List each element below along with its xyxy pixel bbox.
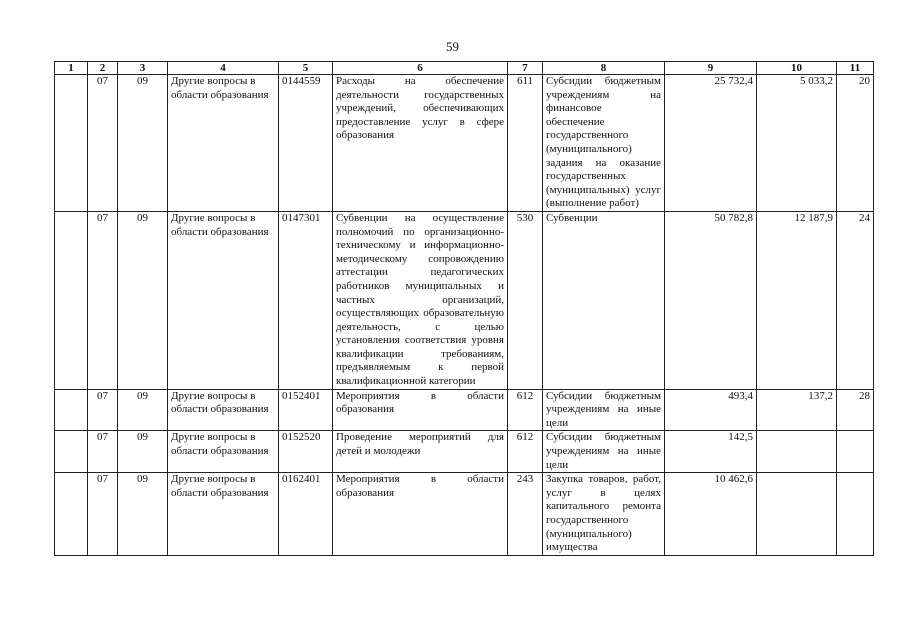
cell-section: 07 — [88, 75, 118, 212]
cell-section: 07 — [88, 431, 118, 473]
cell-empty — [55, 211, 88, 389]
cell-section: 07 — [88, 211, 118, 389]
header-cell: 4 — [168, 62, 279, 75]
header-cell: 3 — [118, 62, 168, 75]
cell-target-code: 0162401 — [279, 473, 333, 556]
cell-amount: 25 732,4 — [665, 75, 757, 212]
cell-expense-name: Субвенции — [543, 211, 665, 389]
cell-amount: 10 462,6 — [665, 473, 757, 556]
cell-section: 07 — [88, 473, 118, 556]
cell-percent — [837, 473, 874, 556]
cell-expense-name: Субсидии бюджетным учреждениям на иные цели — [543, 389, 665, 431]
header-cell: 10 — [757, 62, 837, 75]
header-cell: 1 — [55, 62, 88, 75]
cell-subsection: 09 — [118, 431, 168, 473]
cell-amount-2 — [757, 431, 837, 473]
budget-table — [54, 61, 874, 556]
header-cell: 2 — [88, 62, 118, 75]
cell-empty — [55, 75, 88, 212]
cell-section-name: Другие вопросы в области образования — [168, 473, 279, 556]
cell-section-name: Другие вопросы в области образования — [168, 75, 279, 212]
cell-percent — [837, 431, 874, 473]
cell-section-name: Другие вопросы в области образования — [168, 431, 279, 473]
cell-section-name: Другие вопросы в области образования — [168, 211, 279, 389]
cell-expense-code: 530 — [508, 211, 543, 389]
cell-amount-2 — [757, 473, 837, 556]
cell-subsection: 09 — [118, 473, 168, 556]
cell-section-name: Другие вопросы в области образования — [168, 389, 279, 431]
cell-expense-name: Субсидии бюджетным учреждениям на иные цели — [543, 431, 665, 473]
header-cell: 7 — [508, 62, 543, 75]
header-row — [55, 62, 874, 75]
cell-target-name: Расходы на обеспечение деятельности государственных учреждений, обеспечивающих предоставление услуг в сфере образования — [333, 75, 508, 212]
cell-expense-name: Субсидии бюджетным учреждениям на финансовое обеспечение государственного (муниципального) задания на оказание государственных (муниципальных) услуг (выполнение работ) — [543, 75, 665, 212]
cell-empty — [55, 389, 88, 431]
cell-target-name: Проведение мероприятий для детей и молодежи — [333, 431, 508, 473]
header-cell: 5 — [279, 62, 333, 75]
cell-subsection: 09 — [118, 389, 168, 431]
cell-target-code: 0152520 — [279, 431, 333, 473]
cell-target-name: Мероприятия в области образования — [333, 389, 508, 431]
cell-expense-code: 612 — [508, 431, 543, 473]
cell-target-code: 0144559 — [279, 75, 333, 212]
cell-empty — [55, 431, 88, 473]
table-row — [55, 389, 874, 431]
cell-target-name: Мероприятия в области образования — [333, 473, 508, 556]
cell-amount: 142,5 — [665, 431, 757, 473]
cell-percent: 24 — [837, 211, 874, 389]
table-row — [55, 431, 874, 473]
cell-expense-code: 243 — [508, 473, 543, 556]
header-cell: 9 — [665, 62, 757, 75]
table-row — [55, 75, 874, 212]
header-cell: 11 — [837, 62, 874, 75]
cell-target-name: Субвенции на осуществление полномочий по организационно-техническому и информационно-методическому сопровождению аттестации педагогических работников муниципальных и частных организаций, осуществляющих образовательную деятельность, с целью установления соответствия уровня квалификации требованиям, предъявляемым к первой квалификационной категории — [333, 211, 508, 389]
cell-empty — [55, 473, 88, 556]
cell-subsection: 09 — [118, 211, 168, 389]
cell-percent: 20 — [837, 75, 874, 212]
cell-subsection: 09 — [118, 75, 168, 212]
table-row — [55, 211, 874, 389]
cell-target-code: 0147301 — [279, 211, 333, 389]
cell-expense-name: Закупка товаров, работ, услуг в целях капитального ремонта государственного (муниципального) имущества — [543, 473, 665, 556]
cell-amount-2: 5 033,2 — [757, 75, 837, 212]
cell-target-code: 0152401 — [279, 389, 333, 431]
page-number: 59 — [446, 39, 459, 54]
cell-expense-code: 611 — [508, 75, 543, 212]
cell-amount-2: 12 187,9 — [757, 211, 837, 389]
cell-percent: 28 — [837, 389, 874, 431]
table-row — [55, 473, 874, 556]
header-cell: 6 — [333, 62, 508, 75]
cell-amount: 493,4 — [665, 389, 757, 431]
cell-amount-2: 137,2 — [757, 389, 837, 431]
cell-amount: 50 782,8 — [665, 211, 757, 389]
cell-section: 07 — [88, 389, 118, 431]
header-cell: 8 — [543, 62, 665, 75]
cell-expense-code: 612 — [508, 389, 543, 431]
